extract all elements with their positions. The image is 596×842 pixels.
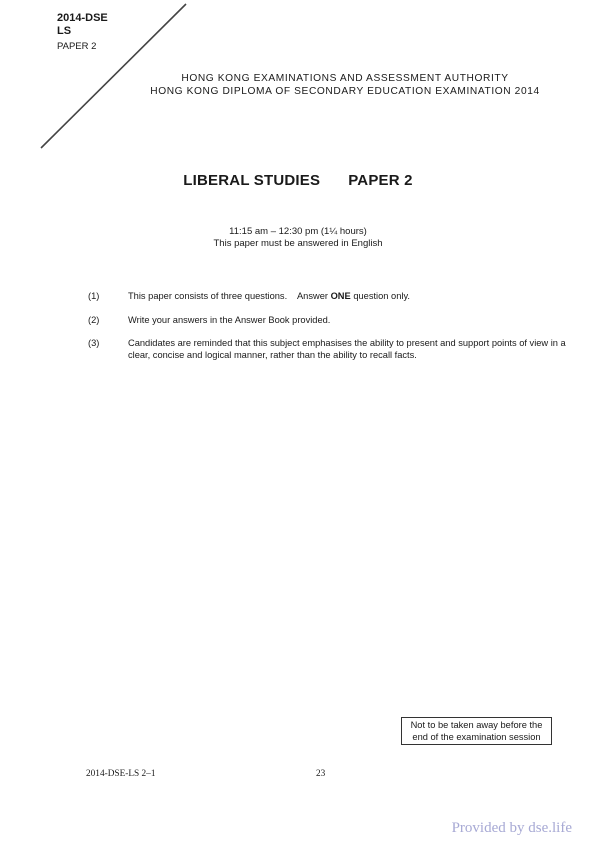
instruction-text: This paper consists of three questions. Answer ONE question only.	[128, 291, 410, 301]
notice-box	[401, 717, 552, 745]
page-title	[0, 172, 596, 189]
instruction-item	[88, 291, 568, 303]
authority-header	[120, 72, 570, 98]
exam-code: 2014-DSE	[57, 12, 108, 24]
paper-label: PAPER 2	[57, 41, 97, 53]
authority-line-1: HONG KONG EXAMINATIONS AND ASSESSMENT AUTHORITY	[181, 73, 509, 84]
exam-meta	[0, 226, 596, 250]
instruction-text: Write your answers in the Answer Book provided.	[128, 314, 331, 325]
corner-label	[57, 12, 108, 53]
subject-code: LS	[57, 25, 72, 38]
authority-line-2: HONG KONG DIPLOMA OF SECONDARY EDUCATION EXAMINATION 2014	[150, 86, 540, 97]
footer-code: 2014-DSE-LS 2–1	[86, 769, 156, 779]
title-subject: LIBERAL STUDIES	[183, 172, 321, 189]
page-number: 23	[316, 769, 326, 779]
notice-line-2: end of the examination session	[412, 732, 541, 742]
instruction-number: (1)	[88, 291, 100, 301]
exam-language: This paper must be answered in English	[213, 238, 383, 249]
instruction-text: Candidates are reminded that this subject emphasises the ability to present and support points of view in a clear, concise and logical manner, rather than the ability to recall facts.	[128, 338, 566, 360]
instruction-item	[88, 315, 568, 327]
instructions-list	[88, 291, 568, 373]
notice-line-1: Not to be taken away before the	[410, 720, 543, 730]
watermark: Provided by dse.life	[451, 820, 572, 836]
instruction-number: (3)	[88, 338, 100, 348]
instruction-item	[88, 338, 568, 361]
exam-time: 11:15 am – 12:30 pm (1¼ hours)	[229, 226, 367, 237]
instruction-number: (2)	[88, 314, 100, 325]
title-paper: PAPER 2	[348, 172, 413, 189]
